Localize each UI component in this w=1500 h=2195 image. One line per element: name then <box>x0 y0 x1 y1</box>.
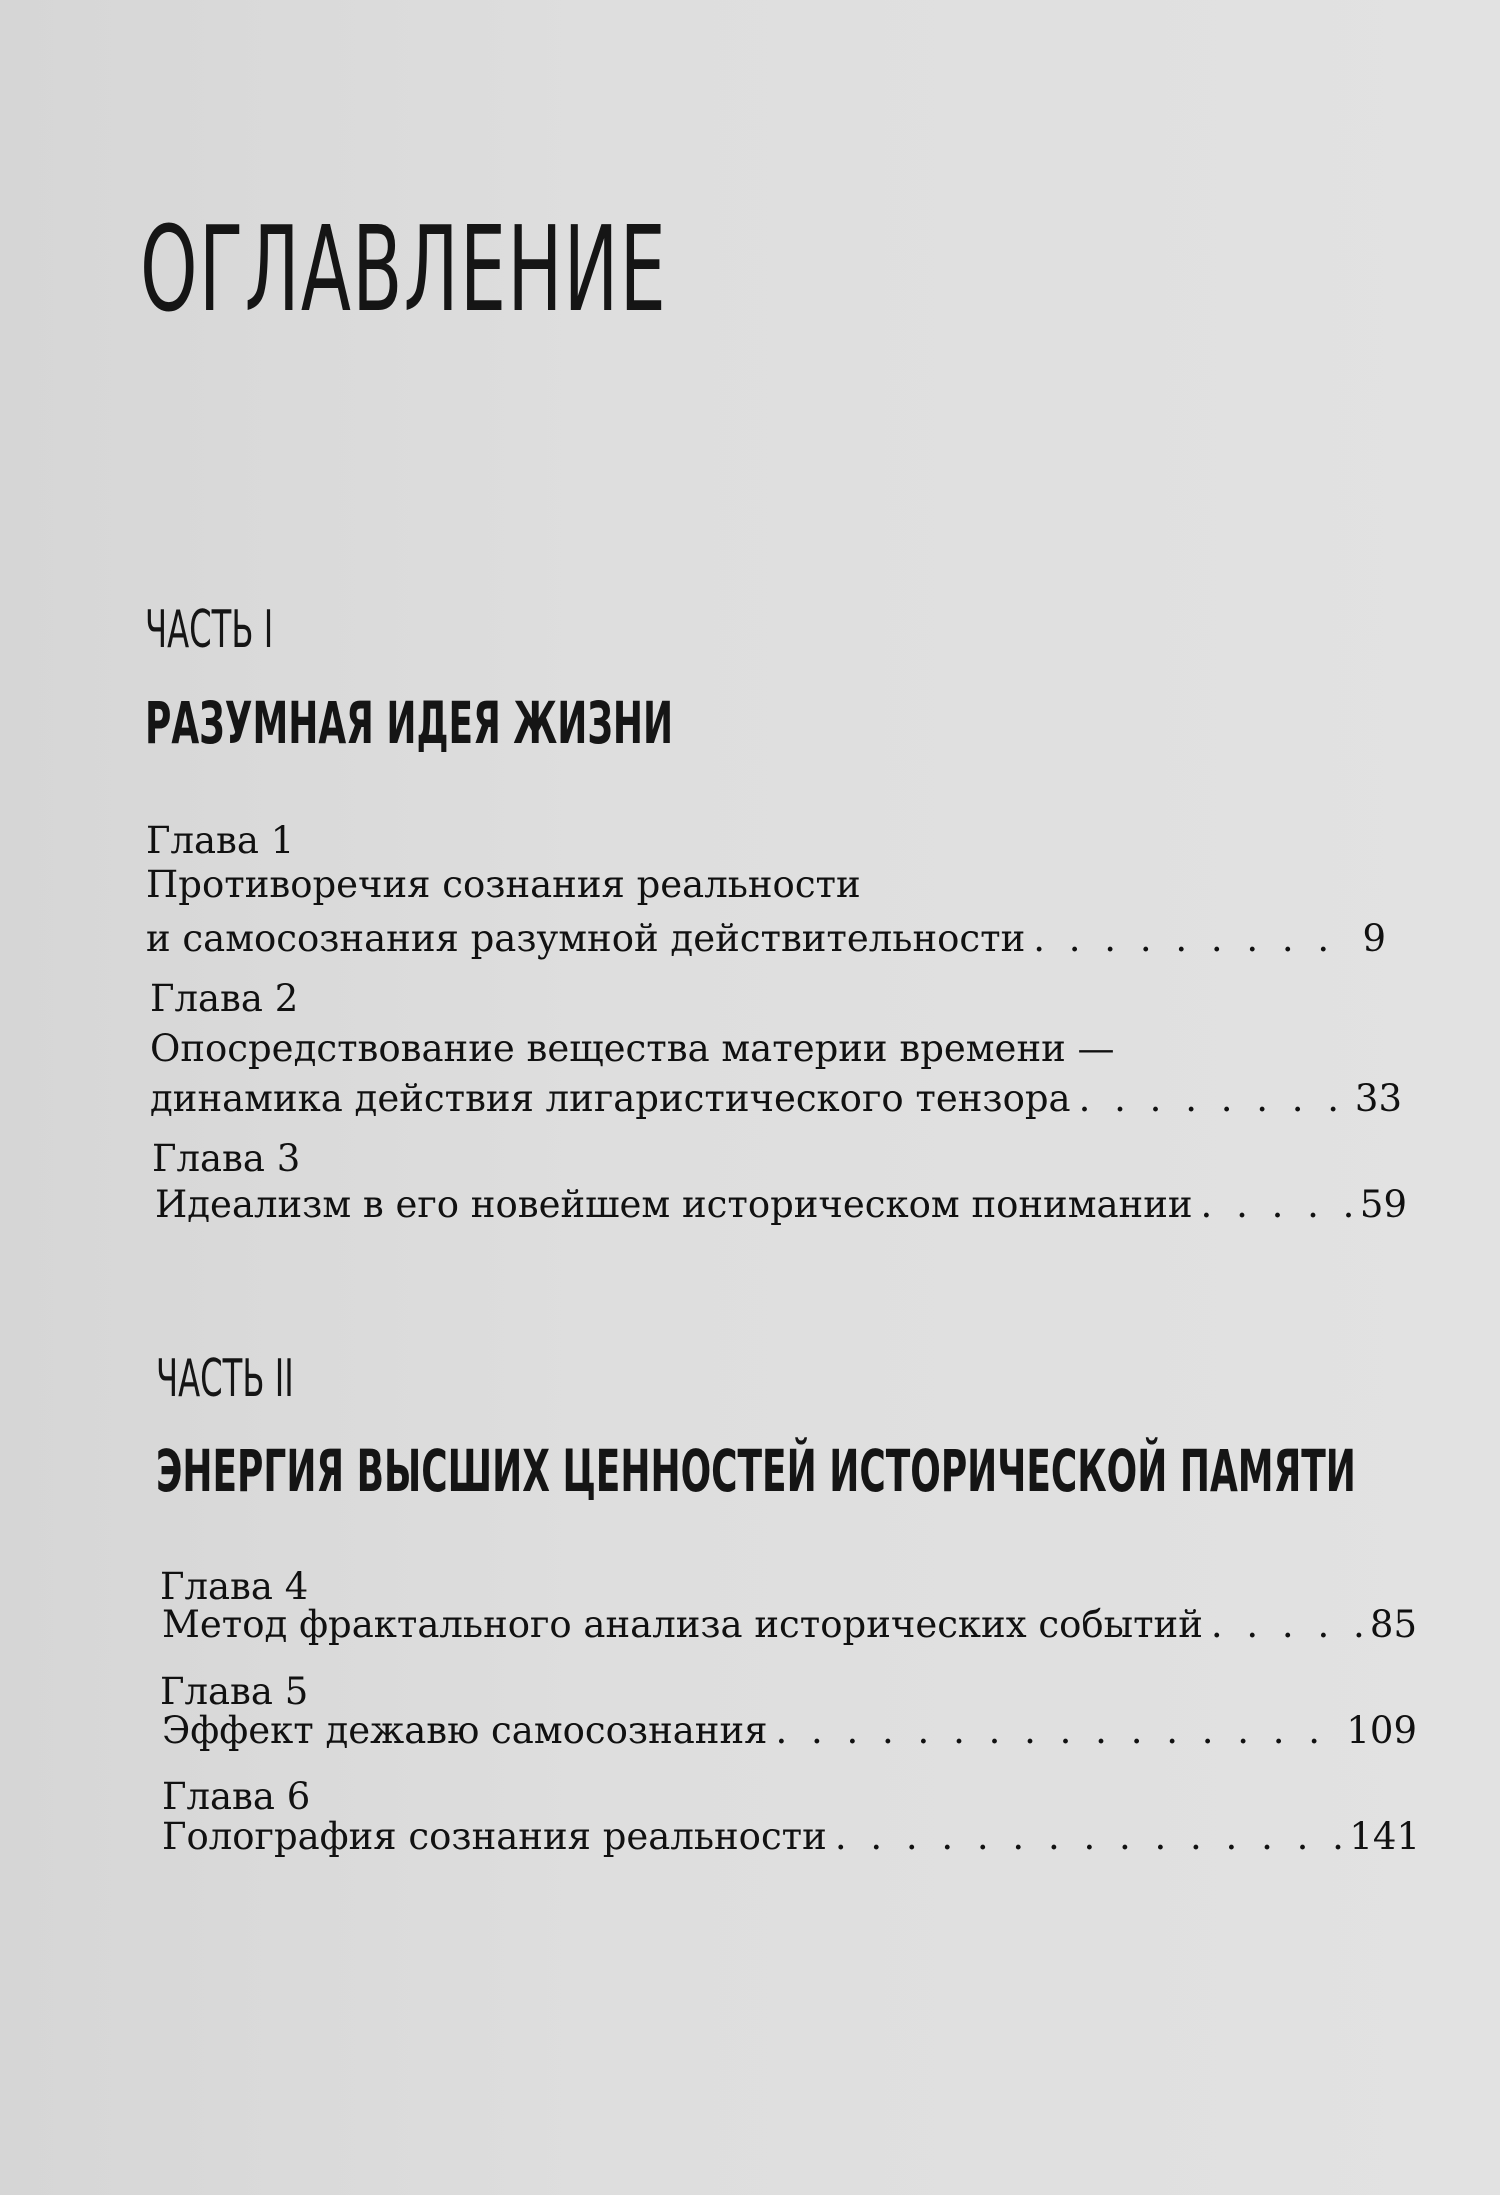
part-2-label: ЧАСТЬ II <box>156 1349 294 1409</box>
toc-entry-chapter-1[interactable] <box>146 917 1386 960</box>
chapter-1-label: Глава 1 <box>146 819 295 862</box>
chapter-3-label: Глава 3 <box>152 1137 301 1180</box>
chapter-3-page: 59 <box>1359 1183 1407 1226</box>
chapter-4-title: Метод фрактального анализа исторических событий <box>162 1603 1203 1646</box>
chapter-6-label: Глава 6 <box>162 1775 311 1818</box>
chapter-6-page: 141 <box>1349 1815 1420 1858</box>
chapter-5-title: Эффект дежавю самосознания <box>162 1709 768 1752</box>
leader-dots <box>1211 1606 1362 1643</box>
part-2-title: ЭНЕРГИЯ ВЫСШИХ ЦЕННОСТЕЙ ИСТОРИЧЕСКОЙ ПАМЯТИ <box>156 1437 1356 1505</box>
part-1-label: ЧАСТЬ I <box>145 600 274 660</box>
leader-dots <box>1201 1186 1352 1223</box>
leader-dots <box>835 1818 1342 1855</box>
page-title: ОГЛАВЛЕНИЕ <box>140 200 668 338</box>
chapter-1-title-line: Противоречия сознания реальности <box>146 863 861 906</box>
chapter-6-title: Голография сознания реальности <box>162 1815 827 1858</box>
chapter-5-label: Глава 5 <box>160 1670 309 1713</box>
toc-entry-chapter-4[interactable] <box>162 1603 1417 1646</box>
part-1-title: РАЗУМНАЯ ИДЕЯ ЖИЗНИ <box>145 689 674 757</box>
chapter-2-page: 33 <box>1354 1077 1402 1120</box>
leader-dots <box>1079 1080 1347 1117</box>
chapter-2-label: Глава 2 <box>150 977 299 1020</box>
toc-entry-chapter-6[interactable] <box>162 1815 1420 1858</box>
leader-dots <box>775 1712 1338 1749</box>
toc-entry-chapter-2[interactable] <box>150 1077 1402 1120</box>
toc-entry-chapter-5[interactable] <box>162 1709 1417 1752</box>
chapter-5-page: 109 <box>1346 1709 1417 1752</box>
chapter-3-title: Идеализм в его новейшем историческом понимании <box>155 1183 1193 1226</box>
chapter-4-label: Глава 4 <box>160 1565 309 1608</box>
chapter-2-title: динамика действия лигаристического тензора <box>150 1077 1071 1120</box>
leader-dots <box>1033 920 1354 957</box>
chapter-1-page: 9 <box>1362 917 1386 960</box>
chapter-1-title: и самосознания разумной действительности <box>146 917 1026 960</box>
chapter-2-title-line: Опосредствование вещества материи времени — <box>150 1027 1115 1070</box>
chapter-4-page: 85 <box>1369 1603 1417 1646</box>
toc-entry-chapter-3[interactable] <box>155 1183 1407 1226</box>
